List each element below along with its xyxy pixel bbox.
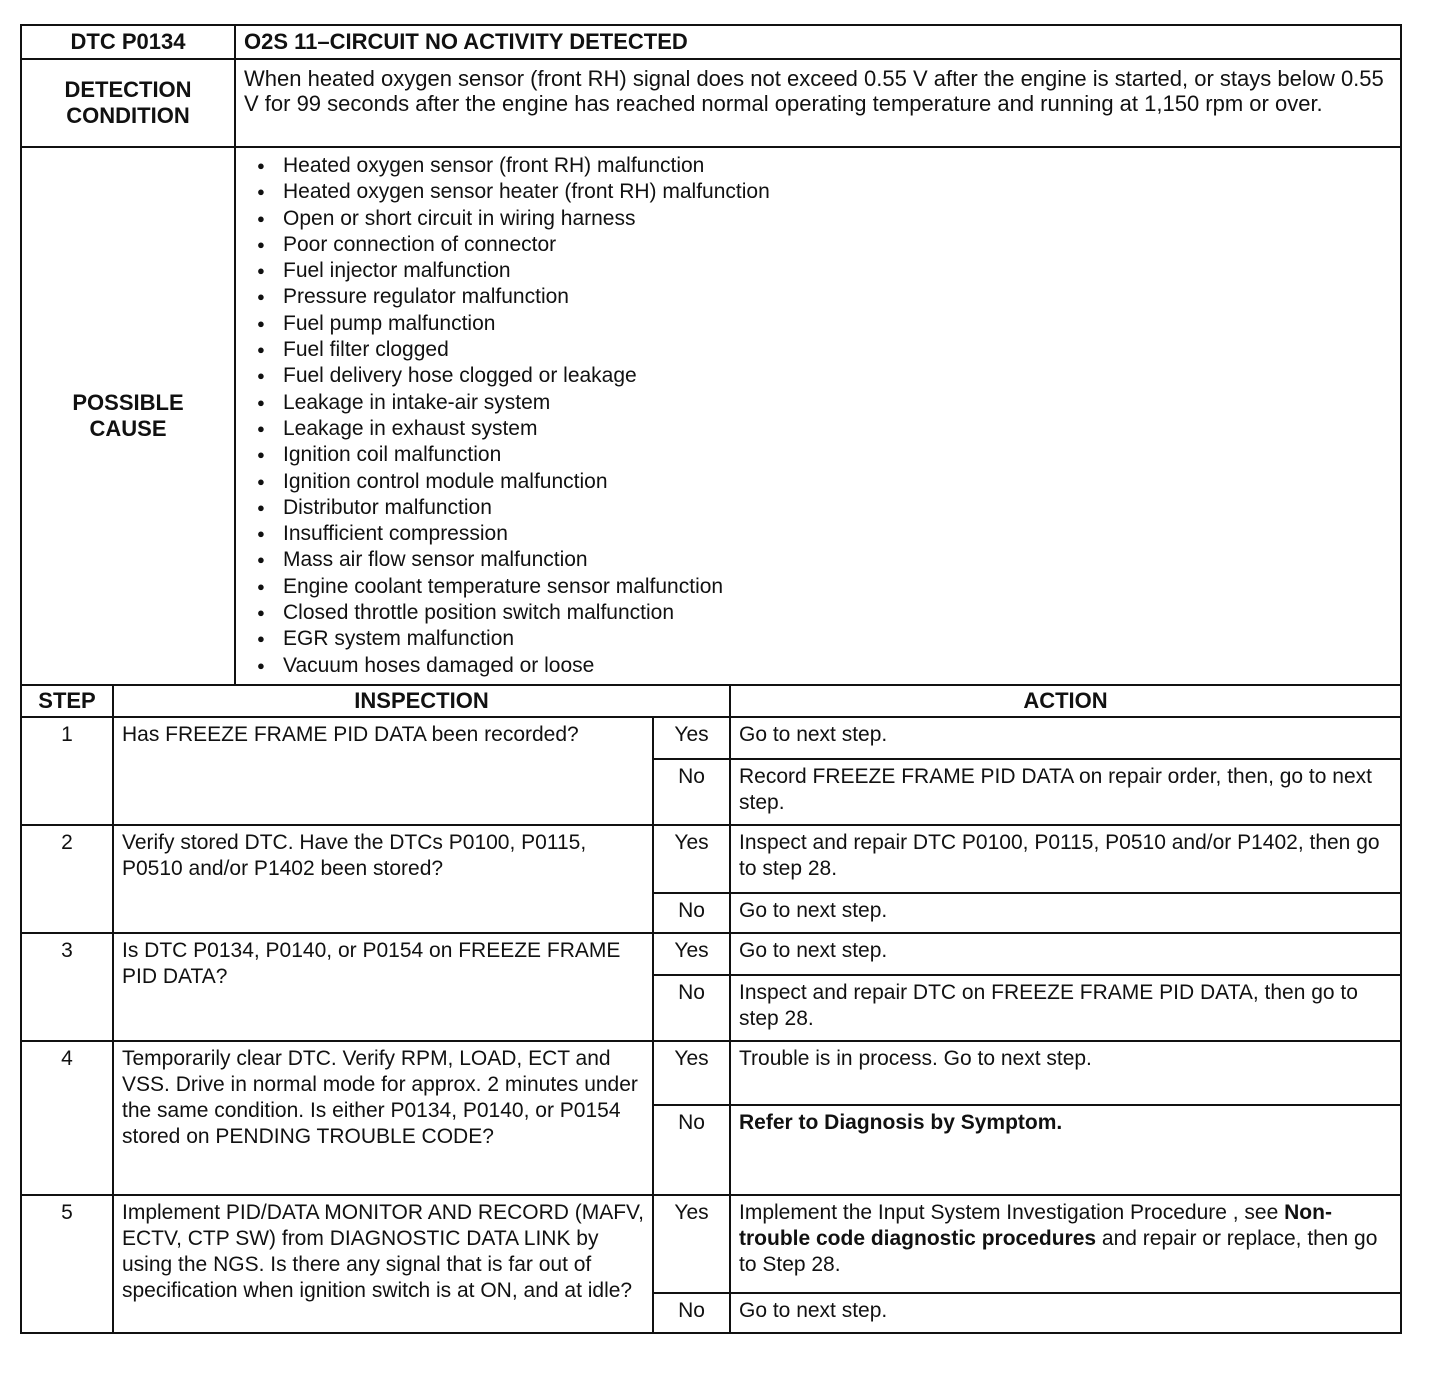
step-inspection: Is DTC P0134, P0140, or P0154 on FREEZE FRAME PID DATA? (113, 933, 653, 1041)
action-column-header: ACTION (730, 685, 1401, 717)
yes-label: Yes (653, 717, 730, 759)
cause-item: ● EGR system malfunction (251, 626, 1399, 652)
yes-label: Yes (653, 933, 730, 975)
detection-condition-row (21, 59, 1401, 147)
cause-item: ● Distributor malfunction (251, 495, 1399, 521)
dtc-header-table (20, 24, 1402, 686)
cause-item: ● Mass air flow sensor malfunction (251, 547, 1399, 573)
non-trouble-code-link[interactable]: Non-trouble code diagnostic procedures (739, 1200, 1332, 1250)
step-number: 1 (21, 717, 113, 825)
cause-item: ● Vacuum hoses damaged or loose (251, 653, 1399, 679)
step-inspection: Has FREEZE FRAME PID DATA been recorded? (113, 717, 653, 825)
step-number: 5 (21, 1195, 113, 1333)
yes-action-text: and repair or replace, then go to Step 28. (739, 1226, 1378, 1276)
yes-action: Inspect and repair DTC P0100, P0115, P0510 and/or P1402, then go to step 28. (730, 825, 1401, 893)
cause-item: ● Leakage in intake-air system (251, 390, 1399, 416)
no-action: Go to next step. (730, 893, 1401, 933)
step-inspection: Verify stored DTC. Have the DTCs P0100, P0115, P0510 and/or P1402 been stored? (113, 825, 653, 933)
cause-item: ● Fuel filter clogged (251, 337, 1399, 363)
yes-action: Go to next step. (730, 933, 1401, 975)
yes-action: Go to next step. (730, 717, 1401, 759)
cause-item: ● Fuel delivery hose clogged or leakage (251, 363, 1399, 389)
yes-action: Trouble is in process. Go to next step. (730, 1041, 1401, 1105)
no-label: No (653, 1105, 730, 1195)
cause-label-line1: POSSIBLE (72, 389, 184, 415)
no-label: No (653, 893, 730, 933)
cause-item: ● Fuel pump malfunction (251, 311, 1399, 337)
cause-item: ● Poor connection of connector (251, 232, 1399, 258)
step-row-yes (21, 825, 1401, 893)
yes-action-text: Implement the Input System Investigation Procedure , see (739, 1200, 1285, 1224)
no-action: Refer to Diagnosis by Symptom. (730, 1105, 1401, 1195)
cause-item: ● Heated oxygen sensor heater (front RH) malfunction (251, 179, 1399, 205)
detection-condition-label (21, 59, 235, 147)
no-label: No (653, 759, 730, 825)
step-column-header: STEP (21, 685, 113, 717)
step-number: 4 (21, 1041, 113, 1195)
no-action: Record FREEZE FRAME PID DATA on repair order, then, go to next step. (730, 759, 1401, 825)
no-action: Inspect and repair DTC on FREEZE FRAME PID DATA, then go to step 28. (730, 975, 1401, 1041)
detection-condition-text: When heated oxygen sensor (front RH) signal does not exceed 0.55 V after the engine is started, or stays below 0.55 V for 99 seconds after the engine has reached normal operating temperature and running at 1,150 rpm or over. (235, 59, 1401, 147)
dtc-title: O2S 11–CIRCUIT NO ACTIVITY DETECTED (235, 25, 1401, 59)
cause-item: ● Closed throttle position switch malfunction (251, 600, 1399, 626)
cause-item: ● Engine coolant temperature sensor malfunction (251, 574, 1399, 600)
cause-item: ● Heated oxygen sensor (front RH) malfunction (251, 153, 1399, 179)
no-action: Go to next step. (730, 1293, 1401, 1333)
step-row-yes (21, 717, 1401, 759)
step-row-yes (21, 1195, 1401, 1293)
inspection-column-header: INSPECTION (113, 685, 730, 717)
cause-item: ● Leakage in exhaust system (251, 416, 1399, 442)
step-number: 2 (21, 825, 113, 933)
yes-label: Yes (653, 1195, 730, 1293)
possible-cause-list (237, 149, 1399, 683)
yes-label: Yes (653, 825, 730, 893)
possible-cause-row (21, 147, 1401, 685)
dtc-document (20, 24, 1402, 1334)
cause-item: ● Insufficient compression (251, 521, 1399, 547)
no-label: No (653, 1293, 730, 1333)
yes-action (730, 1195, 1401, 1293)
cause-item: ● Pressure regulator malfunction (251, 284, 1399, 310)
cause-item: ● Ignition coil malfunction (251, 442, 1399, 468)
cause-label-line2: CAUSE (89, 415, 167, 441)
step-row-yes (21, 1041, 1401, 1105)
cause-item: ● Open or short circuit in wiring harness (251, 206, 1399, 232)
dtc-title-row (21, 25, 1401, 59)
possible-cause-list-cell (235, 147, 1401, 685)
step-inspection: Implement PID/DATA MONITOR AND RECORD (MAFV, ECTV, CTP SW) from DIAGNOSTIC DATA LINK by using the NGS. Is there any signal that is far out of specification when ignition switch is at ON, and at idle? (113, 1195, 653, 1333)
diagnostic-steps-table (20, 684, 1402, 1334)
detection-label-line2: CONDITION (66, 103, 190, 128)
cause-item: ● Ignition control module malfunction (251, 469, 1399, 495)
step-row-yes (21, 933, 1401, 975)
step-number: 3 (21, 933, 113, 1041)
detection-label-line1: DETECTION (64, 77, 192, 102)
possible-cause-label (21, 147, 235, 685)
dtc-code: DTC P0134 (21, 25, 235, 59)
cause-item: ● Fuel injector malfunction (251, 258, 1399, 284)
yes-label: Yes (653, 1041, 730, 1105)
step-inspection: Temporarily clear DTC. Verify RPM, LOAD, ECT and VSS. Drive in normal mode for approx. 2 minutes under the same condition. Is either P0134, P0140, or P0154 stored on PENDING TROUBLE CODE? (113, 1041, 653, 1195)
no-label: No (653, 975, 730, 1041)
steps-header-row (21, 685, 1401, 717)
